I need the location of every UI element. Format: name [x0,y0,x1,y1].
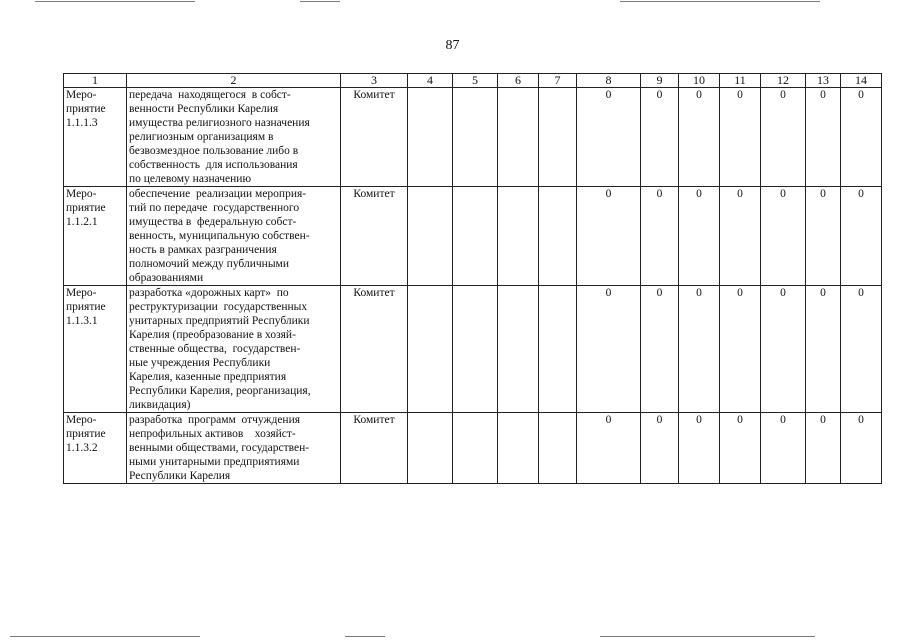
activity-description-line: разработка «дорожных карт» по [129,287,289,299]
value-cell-col-4 [408,413,453,484]
value-cell-col-8: 0 [577,88,641,187]
activity-description-line: реструктуризации государственных [129,301,308,313]
value-cell-col-13: 0 [806,187,841,286]
plan-table [63,73,882,484]
column-header-1: 1 [64,74,127,88]
value-cell-col-5 [453,286,498,413]
activity-description-cell [127,286,341,413]
header-row [64,74,882,88]
activity-description-line: образованиями [129,272,204,284]
activity-code-line: 1.1.1.3 [66,117,98,129]
activity-code-line: Меро- [66,287,97,299]
activity-description-line: венными обществами, государствен- [129,442,310,454]
column-header-14: 14 [841,74,882,88]
activity-code-line: Меро- [66,89,97,101]
executor-cell: Комитет [341,88,408,187]
table-row [64,413,882,484]
value-cell-col-6 [498,413,539,484]
column-header-10: 10 [679,74,720,88]
activity-description-line: непрофильных активов хозяйст- [129,428,296,440]
value-cell-col-12: 0 [761,286,806,413]
value-cell-col-9: 0 [641,413,679,484]
scan-edge-top-left [35,1,195,2]
activity-description-line: разработка программ отчуждения [129,414,301,426]
activity-code-cell [64,286,127,413]
value-cell-col-14: 0 [841,413,882,484]
activity-description-line: Карелия, казенные предприятия [129,371,287,383]
value-cell-col-14: 0 [841,187,882,286]
activity-description-line: ными унитарными предприятиями [129,456,300,468]
activity-description-line: религиозным организациям в [129,131,274,143]
column-header-3: 3 [341,74,408,88]
column-header-5: 5 [453,74,498,88]
activity-description-line: передача находящегося в собст- [129,89,291,101]
value-cell-col-8: 0 [577,286,641,413]
value-cell-col-6 [498,187,539,286]
activity-code-line: приятие [66,301,106,313]
executor-cell: Комитет [341,413,408,484]
value-cell-col-13: 0 [806,413,841,484]
table-row [64,187,882,286]
activity-code-line: приятие [66,202,106,214]
activity-description-cell [127,413,341,484]
activity-description-line: обеспечение реализации мероприя- [129,188,307,200]
value-cell-col-14: 0 [841,88,882,187]
value-cell-col-10: 0 [679,413,720,484]
column-header-4: 4 [408,74,453,88]
value-cell-col-10: 0 [679,286,720,413]
activity-description-line: венности Республики Карелия [129,103,279,115]
scan-edge-top-right [620,1,820,2]
value-cell-col-7 [539,187,577,286]
column-header-12: 12 [761,74,806,88]
activity-description-line: имущества в федеральную собст- [129,216,297,228]
activity-description-line: тий по передаче государственного [129,202,300,214]
activity-description-line: полномочий между публичными [129,258,289,270]
value-cell-col-8: 0 [577,187,641,286]
activity-code-cell [64,187,127,286]
value-cell-col-6 [498,88,539,187]
column-header-6: 6 [498,74,539,88]
activity-description-line: Республики Карелия, реорганизация, [129,385,311,397]
activity-description-line: ликвидация) [129,399,191,411]
value-cell-col-4 [408,286,453,413]
activity-code-line: 1.1.3.2 [66,442,98,454]
activity-description-line: по целевому назначению [129,173,252,185]
value-cell-col-11: 0 [720,88,761,187]
column-header-11: 11 [720,74,761,88]
activity-description-line: ные учреждения Республики [129,357,271,369]
executor-cell: Комитет [341,286,408,413]
activity-description-line: Карелия (преобразование в хозяй- [129,329,296,341]
value-cell-col-11: 0 [720,413,761,484]
value-cell-col-14: 0 [841,286,882,413]
value-cell-col-6 [498,286,539,413]
activity-description-line: Республики Карелия [129,470,231,482]
value-cell-col-7 [539,413,577,484]
activity-code-line: приятие [66,103,106,115]
activity-code-line: Меро- [66,414,97,426]
value-cell-col-9: 0 [641,286,679,413]
value-cell-col-5 [453,413,498,484]
activity-code-cell [64,88,127,187]
activity-code-cell [64,413,127,484]
activity-description-line: безвозмездное пользование либо в [129,145,299,157]
value-cell-col-12: 0 [761,88,806,187]
column-header-9: 9 [641,74,679,88]
value-cell-col-5 [453,187,498,286]
executor-cell: Комитет [341,187,408,286]
table-row [64,88,882,187]
scan-edge-bottom-left [10,636,200,637]
table-body [64,88,882,484]
activity-code-line: 1.1.3.1 [66,315,98,327]
activity-code-line: Меро- [66,188,97,200]
activity-description-line: собственность для использования [129,159,298,171]
value-cell-col-9: 0 [641,187,679,286]
column-header-8: 8 [577,74,641,88]
activity-description-cell [127,187,341,286]
activity-description-line: ственные общества, государствен- [129,343,301,355]
value-cell-col-7 [539,286,577,413]
value-cell-col-4 [408,88,453,187]
activity-description-line: венность, муниципальную собствен- [129,230,310,242]
value-cell-col-5 [453,88,498,187]
column-header-2: 2 [127,74,341,88]
activity-description-line: имущества религиозного назначения [129,117,310,129]
column-header-7: 7 [539,74,577,88]
column-header-13: 13 [806,74,841,88]
value-cell-col-13: 0 [806,286,841,413]
activity-description-line: унитарных предприятий Республики [129,315,310,327]
scan-edge-top-mid [300,1,340,2]
page-number: 87 [445,38,460,53]
value-cell-col-4 [408,187,453,286]
value-cell-col-11: 0 [720,187,761,286]
activity-description-cell [127,88,341,187]
activity-code-line: приятие [66,428,106,440]
value-cell-col-8: 0 [577,413,641,484]
value-cell-col-13: 0 [806,88,841,187]
value-cell-col-10: 0 [679,187,720,286]
activity-description-line: ность в рамках разграничения [129,244,277,256]
value-cell-col-11: 0 [720,286,761,413]
table-row [64,286,882,413]
value-cell-col-10: 0 [679,88,720,187]
activity-code-line: 1.1.2.1 [66,216,98,228]
scan-edge-bottom-mid [345,636,385,637]
value-cell-col-12: 0 [761,413,806,484]
value-cell-col-9: 0 [641,88,679,187]
value-cell-col-12: 0 [761,187,806,286]
scan-edge-bottom-right [600,636,815,637]
value-cell-col-7 [539,88,577,187]
